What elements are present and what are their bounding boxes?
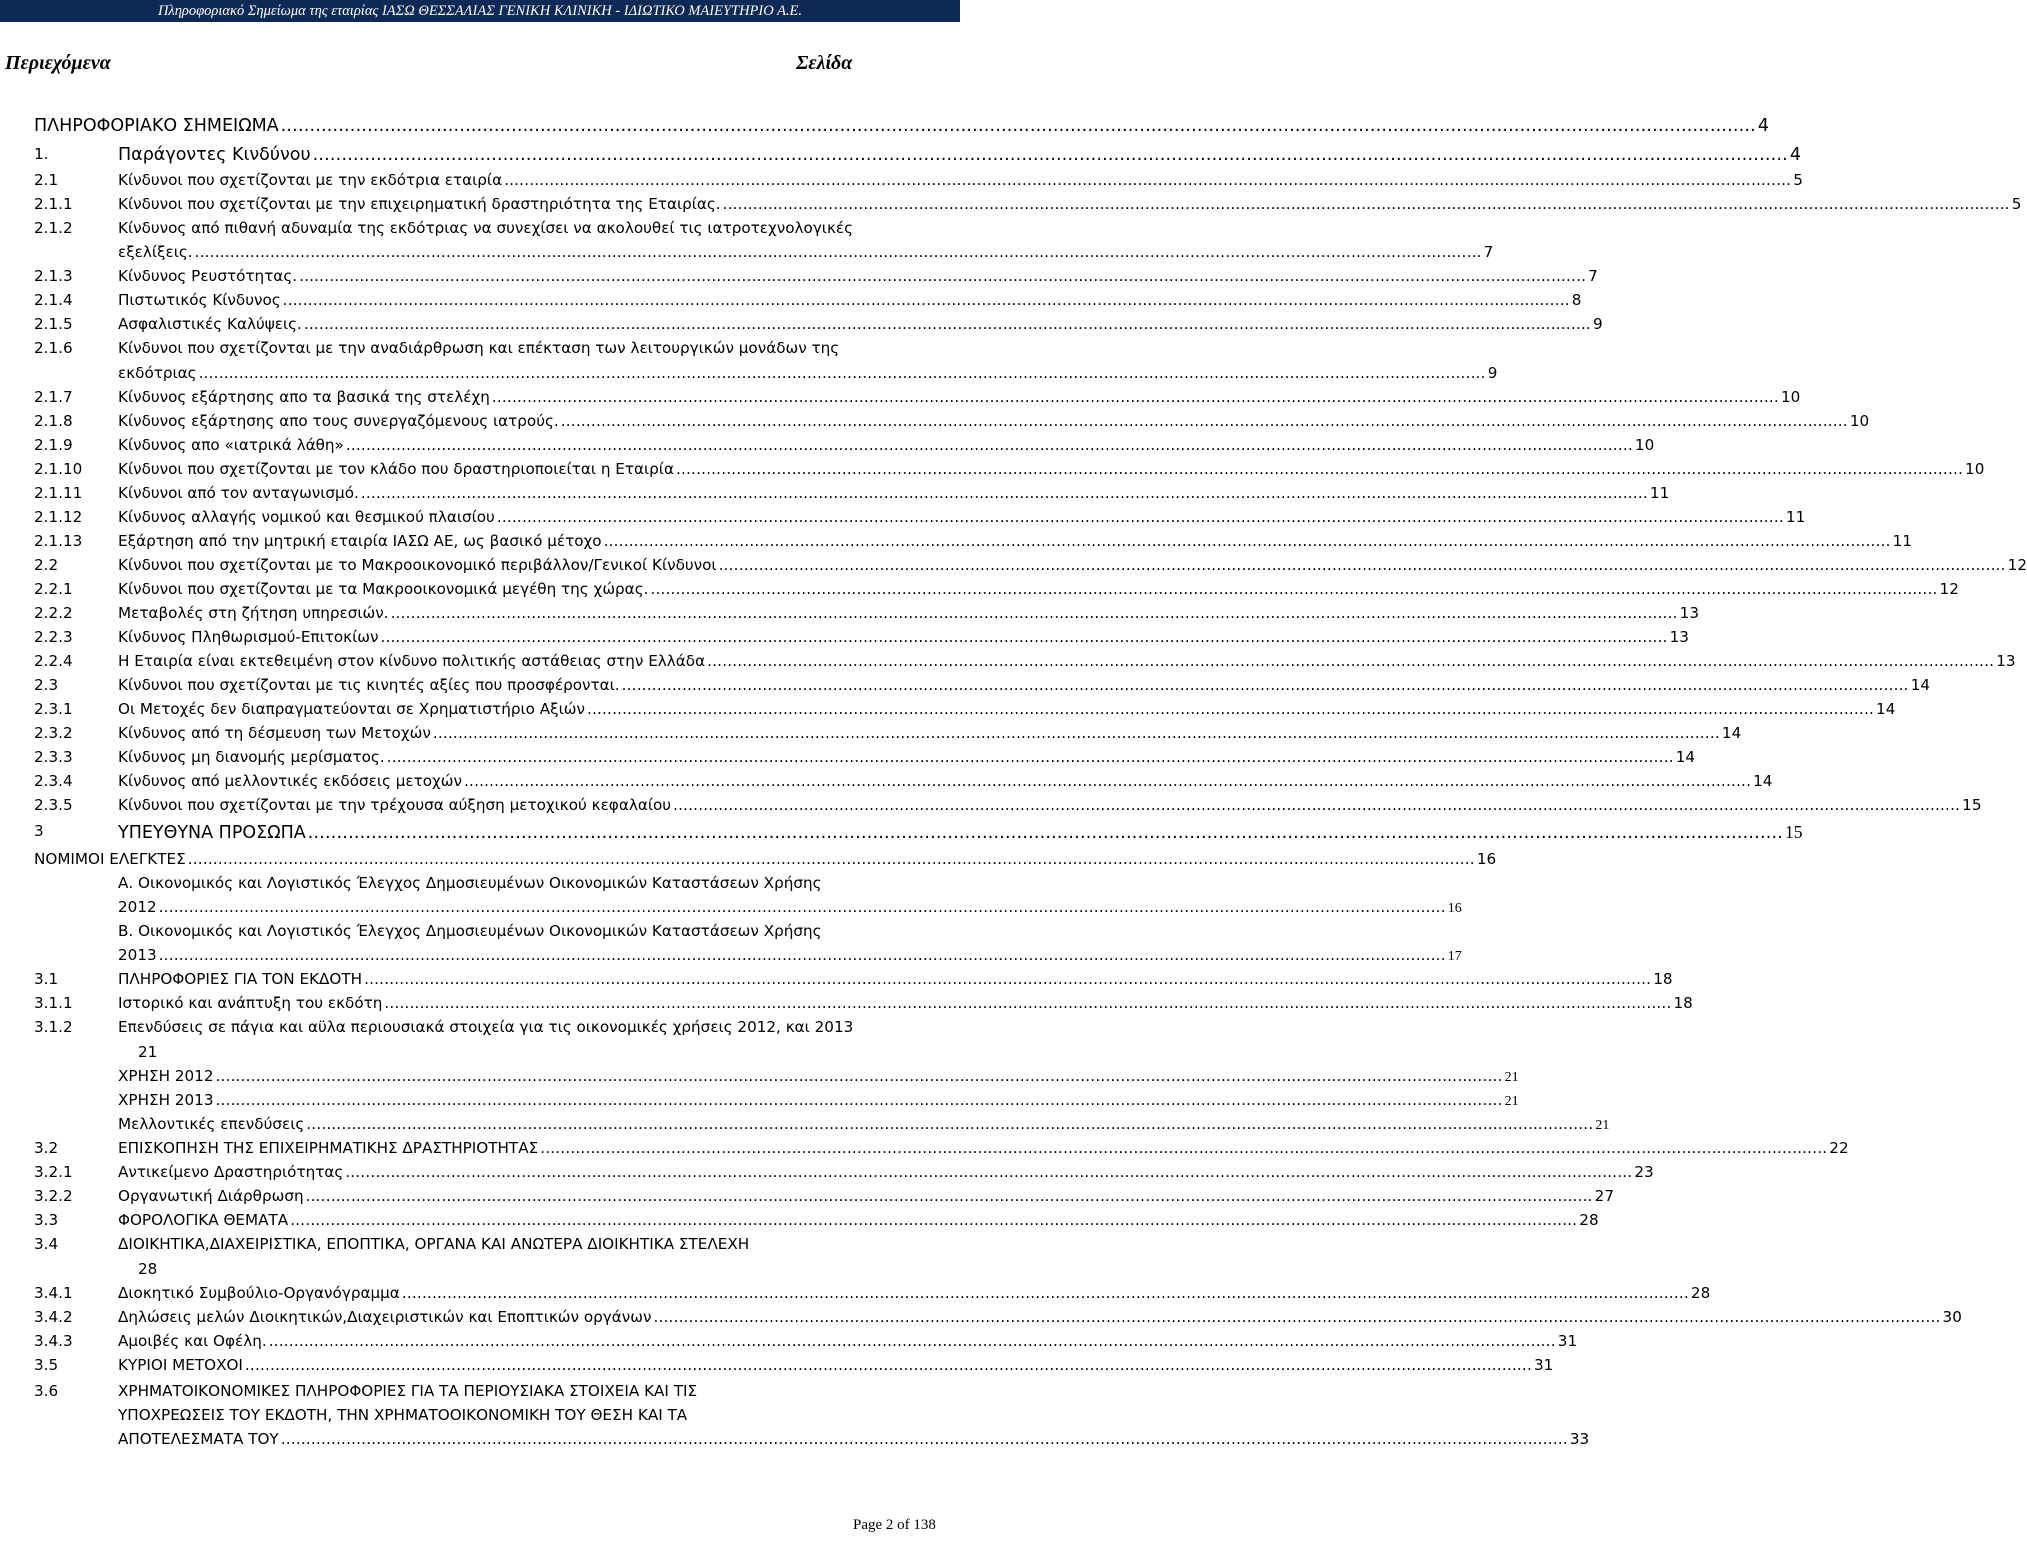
toc-entry-title: Κίνδυνος αλλαγής νομικού και θεσμικού πλαισίου bbox=[118, 508, 495, 526]
toc-entry-number: 3.2 bbox=[34, 1139, 59, 1157]
toc-entry-page: 5 bbox=[2011, 195, 2022, 213]
toc-entry-page: 10 bbox=[1780, 388, 1801, 406]
toc-entry-title: Κίνδυνος εξάρτησης απο τα βασικά της στελέχη bbox=[118, 388, 490, 406]
dot-leader bbox=[604, 532, 1891, 550]
toc-entry-title[interactable]: Κίνδυνοι που σχετίζονται με την αναδιάρθρωση και επέκταση των λειτουργικών μονάδων της bbox=[118, 339, 840, 357]
toc-entry-number: 3.1.2 bbox=[34, 1018, 73, 1036]
toc-entry-page: 13 bbox=[1669, 628, 1689, 646]
toc-entry[interactable] bbox=[118, 291, 1582, 309]
toc-entry-number: 3.2.2 bbox=[34, 1187, 73, 1205]
toc-entry-title: Κίνδυνος από τη δέσμευση των Μετοχών bbox=[118, 724, 431, 742]
toc-entry-number: 3 bbox=[34, 822, 44, 840]
toc-entry-title: ΕΠΙΣΚΟΠΗΣΗ ΤΗΣ ΕΠΙΧΕΙΡΗΜΑΤΙΚΗΣ ΔΡΑΣΤΗΡΙΟΤΗΤΑΣ bbox=[118, 1139, 539, 1157]
document-header: Πληροφοριακό Σημείωμα της εταιρίας ΙΑΣΩ ΘΕΣΣΑΛΙΑΣ ΓΕΝΙΚΗ ΚΛΙΝΙΚΗ - ΙΔΙΩΤΙΚΟ ΜΑΙΕΥΤΗΡΙΟ Α.Ε. bbox=[0, 0, 960, 22]
toc-entry-title: Κίνδυνοι που σχετίζονται με το Μακροοικονομικό περιβάλλον/Γενικοί Κίνδυνοι bbox=[118, 556, 717, 574]
toc-entry-number: 3.4 bbox=[34, 1235, 59, 1253]
toc-entry-title[interactable]: ΔΙΟΙΚΗΤΙΚΑ,ΔΙΑΧΕΙΡΙΣΤΙΚΑ, ΕΠΟΠΤΙΚΑ, ΟΡΓΑΝΑ ΚΑΙ ΑΝΩΤΕΡΑ ΔΙΟΙΚΗΤΙΚΑ ΣΤΕΛΕΧΗ bbox=[118, 1235, 750, 1253]
toc-entry[interactable] bbox=[118, 1139, 1849, 1157]
dot-leader bbox=[306, 1187, 1593, 1205]
toc-entry-page: 12 bbox=[1939, 580, 1959, 598]
toc-entry-title[interactable]: Β. Οικονομικός και Λογιστικός Έλεγχος Δημοσιευμένων Οικονομικών Καταστάσεων Χρήσης bbox=[118, 922, 822, 940]
toc-entry-title: Κίνδυνοι που σχετίζονται με την επιχειρηματική δραστηριότητα της Εταιρίας. bbox=[118, 195, 721, 213]
toc-entry-page: 11 bbox=[1892, 532, 1912, 550]
toc-entry-page: 9 bbox=[1592, 315, 1603, 333]
toc-entry-page: 8 bbox=[1571, 291, 1582, 309]
toc-entry[interactable] bbox=[118, 145, 1802, 165]
toc-entry-page: 10 bbox=[1849, 412, 1870, 430]
toc-entry-title: ΦΟΡΟΛΟΓΙΚΑ ΘΕΜΑΤΑ bbox=[118, 1211, 289, 1229]
toc-entry[interactable] bbox=[118, 1067, 1519, 1086]
toc-entry-number: 2.2.2 bbox=[34, 604, 73, 622]
toc-entry[interactable] bbox=[118, 171, 1803, 189]
toc-entry-page: 31 bbox=[1534, 1356, 1554, 1374]
toc-entry-number: 2.1.3 bbox=[34, 267, 73, 285]
dot-leader bbox=[402, 1284, 1689, 1302]
toc-entry-continuation[interactable] bbox=[118, 364, 1498, 382]
toc-entry-number: 2.3.1 bbox=[34, 700, 73, 718]
toc-entry-title: ΝΟΜΙΜΟΙ ΕΛΕΓΚΤΕΣ bbox=[34, 850, 186, 868]
toc-entry-title-cont[interactable]: 28 bbox=[138, 1260, 158, 1278]
toc-entry[interactable] bbox=[118, 1308, 1962, 1326]
toc-entry-page: 30 bbox=[1942, 1308, 1962, 1326]
dot-leader bbox=[188, 850, 1475, 868]
toc-entry-title: ΧΡΗΣΗ 2012 bbox=[118, 1067, 214, 1085]
toc-entry-number: 2.3.4 bbox=[34, 772, 73, 790]
dot-leader bbox=[304, 315, 1591, 333]
toc-entry[interactable] bbox=[118, 412, 1870, 430]
toc-entry-page: 11 bbox=[1649, 484, 1670, 502]
dot-leader bbox=[387, 748, 1674, 766]
dot-leader bbox=[384, 994, 1671, 1012]
toc-entry-page: 31 bbox=[1557, 1332, 1578, 1350]
dot-leader bbox=[364, 970, 1651, 988]
dot-leader bbox=[346, 436, 1633, 454]
dot-leader bbox=[281, 116, 1756, 136]
toc-entry-title: Παράγοντες Κινδύνου bbox=[118, 145, 311, 165]
toc-entry-title: Κίνδυνοι από τον ανταγωνισμό. bbox=[118, 484, 359, 502]
toc-entry-page: 27 bbox=[1594, 1187, 1614, 1205]
toc-entry-number: 2.3.2 bbox=[34, 724, 73, 742]
dot-leader bbox=[561, 412, 1848, 430]
dot-leader bbox=[380, 628, 1667, 646]
toc-entry[interactable] bbox=[118, 267, 1598, 285]
toc-entry-page: 16 bbox=[1447, 901, 1462, 916]
toc-entry-number: 3.4.2 bbox=[34, 1308, 73, 1326]
dot-leader bbox=[269, 1332, 1556, 1350]
toc-entry-number: 3.3 bbox=[34, 1211, 59, 1229]
toc-entry-title: Κίνδυνοι που σχετίζονται με την εκδότρια εταιρία bbox=[118, 171, 503, 189]
toc-entry-page: 15 bbox=[1962, 796, 1982, 814]
toc-entry[interactable] bbox=[118, 195, 2022, 213]
toc-entry-number: 2.1.7 bbox=[34, 388, 73, 406]
toc-entry-title[interactable]: ΧΡΗΜΑΤΟΙΚΟΝΟΜΙΚΕΣ ΠΛΗΡΟΦΟΡΙΕΣ ΓΙΑ ΤΑ ΠΕΡΙΟΥΣΙΑΚΑ ΣΤΟΙΧΕΙΑ ΚΑΙ ΤΙΣ bbox=[118, 1382, 698, 1400]
toc-entry[interactable] bbox=[118, 748, 1696, 766]
toc-entry[interactable] bbox=[118, 1187, 1614, 1205]
toc-entry-page: 14 bbox=[1721, 724, 1742, 742]
dot-leader bbox=[653, 1308, 1940, 1326]
toc-entry-number: 2.1.13 bbox=[34, 532, 83, 550]
toc-entry-continuation[interactable] bbox=[118, 946, 1462, 965]
toc-entry-title: Κίνδυνος Πληθωρισμού-Επιτοκίων bbox=[118, 628, 379, 646]
toc-entry-page: 15 bbox=[1785, 822, 1803, 842]
toc-entry-title: Μελλοντικές επενδύσεις bbox=[118, 1115, 305, 1133]
toc-entry-page: 28 bbox=[1579, 1211, 1599, 1229]
toc-entry-page: 22 bbox=[1829, 1139, 1849, 1157]
toc-entry[interactable] bbox=[118, 1115, 1610, 1134]
toc-entry[interactable] bbox=[118, 970, 1673, 988]
toc-entry[interactable] bbox=[118, 1356, 1554, 1374]
toc-entry[interactable] bbox=[118, 580, 1959, 598]
dot-leader bbox=[159, 898, 1446, 916]
toc-entry-page: 18 bbox=[1673, 994, 1693, 1012]
toc-entry-title: Κίνδυνος απο «ιατρικά λάθη» bbox=[118, 436, 344, 454]
toc-entry-number: 2.1.11 bbox=[34, 484, 83, 502]
toc-entry-title-cont: ΑΠΟΤΕΛΕΣΜΑΤΑ ΤΟΥ bbox=[118, 1430, 279, 1448]
toc-entry-title: Οι Μετοχές δεν διαπραγματεύονται σε Χρηματιστήριο Αξιών bbox=[118, 700, 585, 718]
toc-entry[interactable] bbox=[118, 652, 2016, 670]
toc-entry-title: Ασφαλιστικές Καλύψεις. bbox=[118, 315, 302, 333]
toc-entry-title: Κίνδυνοι που σχετίζονται με την τρέχουσα αύξηση μετοχικού κεφαλαίου bbox=[118, 796, 672, 814]
toc-entry-number: 2.2.1 bbox=[34, 580, 73, 598]
toc-entry-page: 14 bbox=[1753, 772, 1773, 790]
toc-entry-page: 10 bbox=[1965, 460, 1985, 478]
toc-entry[interactable] bbox=[118, 724, 1742, 742]
dot-leader bbox=[676, 460, 1963, 478]
toc-entry-number: 3.4.1 bbox=[34, 1284, 73, 1302]
toc-entry-title[interactable]: Επενδύσεις σε πάγια και αϋλα περιουσιακά στοιχεία για τις οικονομικές χρήσεις 2012, και 2013 bbox=[118, 1018, 854, 1036]
toc-entry[interactable] bbox=[118, 700, 1896, 718]
dot-leader bbox=[433, 724, 1720, 742]
toc-entry-title-cont[interactable]: 21 bbox=[138, 1043, 158, 1061]
toc-entry-page: 11 bbox=[1785, 508, 1806, 526]
dot-leader bbox=[308, 823, 1783, 843]
toc-entry[interactable] bbox=[118, 628, 1689, 646]
toc-entry[interactable] bbox=[34, 116, 1770, 136]
dot-leader bbox=[199, 364, 1486, 382]
toc-entry[interactable] bbox=[118, 604, 1699, 622]
toc-entry-number: 2.3.3 bbox=[34, 748, 73, 766]
toc-entry-number: 2.1.12 bbox=[34, 508, 83, 526]
toc-entry-title-cont[interactable]: ΥΠΟΧΡΕΩΣΕΙΣ ΤΟΥ ΕΚΔΟΤΗ, ΤΗΝ ΧΡΗΜΑΤΟΟΙΚΟΝΟΜΙΚΗ ΤΟΥ ΘΕΣΗ ΚΑΙ ΤΑ bbox=[118, 1406, 688, 1424]
toc-entry[interactable] bbox=[118, 1332, 1578, 1350]
toc-entry-title: Κίνδυνοι που σχετίζονται με τον κλάδο που δραστηριοποιείται η Εταιρία bbox=[118, 460, 674, 478]
dot-leader bbox=[195, 243, 1482, 261]
toc-entry-page: 17 bbox=[1447, 949, 1462, 964]
dot-leader bbox=[215, 1091, 1502, 1109]
toc-entry-page: 12 bbox=[2007, 556, 2027, 574]
toc-entry-page: 9 bbox=[1487, 364, 1498, 382]
toc-entry-number: 3.1.1 bbox=[34, 994, 73, 1012]
dot-leader bbox=[299, 267, 1586, 285]
toc-entry-number: 2.1.6 bbox=[34, 339, 73, 357]
toc-entry[interactable] bbox=[118, 484, 1670, 502]
toc-entry-page: 14 bbox=[1910, 676, 1931, 694]
dot-leader bbox=[361, 484, 1648, 502]
toc-entry-title: Διοκητικό Συμβούλιο-Οργανόγραμμα bbox=[118, 1284, 400, 1302]
toc-entry-title: Κίνδυνος εξάρτησης απο τους συνεργαζόμενους ιατρούς. bbox=[118, 412, 559, 430]
toc-entry-title: Οργανωτική Διάρθρωση bbox=[118, 1187, 304, 1205]
toc-entry-number: 2.2.4 bbox=[34, 652, 73, 670]
toc-entry-number: 2.3.5 bbox=[34, 796, 73, 814]
toc-entry[interactable] bbox=[118, 822, 1803, 843]
dot-leader bbox=[313, 145, 1788, 165]
toc-entry-page: 7 bbox=[1483, 243, 1494, 261]
dot-leader bbox=[283, 291, 1570, 309]
toc-entry-title[interactable]: Κίνδυνος από πιθανή αδυναμία της εκδότριας να συνεχίσει να ακολουθεί τις ιατροτεχνολογικές bbox=[118, 219, 854, 237]
dot-leader bbox=[492, 388, 1779, 406]
toc-entry-page: 7 bbox=[1588, 267, 1598, 285]
toc-entry-title: Η Εταιρία είναι εκτεθειμένη στον κίνδυνο πολιτικής αστάθειας στην Ελλάδα bbox=[118, 652, 706, 670]
dot-leader bbox=[673, 796, 1960, 814]
toc-entry-title-cont: εξελίξεις. bbox=[118, 243, 193, 261]
dot-leader bbox=[215, 1067, 1502, 1085]
toc-entry[interactable] bbox=[118, 532, 1912, 550]
toc-entry[interactable] bbox=[118, 508, 1806, 526]
toc-entry-page: 21 bbox=[1504, 1094, 1519, 1109]
toc-entry-number: 2.1.2 bbox=[34, 219, 73, 237]
toc-entry[interactable] bbox=[118, 1284, 1711, 1302]
toc-entry-number: 3.4.3 bbox=[34, 1332, 73, 1350]
toc-entry-page: 16 bbox=[1476, 850, 1497, 868]
toc-entry-page: 21 bbox=[1595, 1118, 1610, 1133]
toc-entry[interactable] bbox=[118, 1091, 1519, 1110]
toc-entry[interactable] bbox=[118, 436, 1655, 454]
toc-entry-page: 5 bbox=[1793, 171, 1803, 189]
toc-entry-number: 2.1.1 bbox=[34, 195, 73, 213]
toc-entry-title: ΠΛΗΡΟΦΟΡΙΑΚΟ ΣΗΜΕΙΩΜΑ bbox=[34, 116, 279, 136]
toc-entry-number: 2.1.9 bbox=[34, 436, 73, 454]
toc-entry-page: 14 bbox=[1876, 700, 1896, 718]
toc-entry-number: 2.1.5 bbox=[34, 315, 73, 333]
toc-entry-continuation[interactable] bbox=[118, 898, 1462, 917]
dot-leader bbox=[306, 1115, 1593, 1133]
toc-entry-page: 23 bbox=[1634, 1163, 1654, 1181]
toc-entry-title: Κίνδυνος Ρευστότητας. bbox=[118, 267, 298, 285]
toc-entry-title: ΠΛΗΡΟΦΟΡΙΕΣ ΓΙΑ ΤΟΝ ΕΚΔΟΤΗ bbox=[118, 970, 363, 988]
toc-entry-title: Κίνδυνοι που σχετίζονται με τις κινητές αξίες που προσφέρονται. bbox=[118, 676, 620, 694]
toc-entry[interactable] bbox=[118, 994, 1693, 1012]
toc-entry[interactable] bbox=[118, 1211, 1599, 1229]
toc-entry-page: 33 bbox=[1569, 1430, 1590, 1448]
toc-entry-page: 21 bbox=[1504, 1070, 1519, 1085]
page-number-footer: Page 2 of 138 bbox=[853, 1517, 936, 1533]
dot-leader bbox=[464, 772, 1751, 790]
toc-entry[interactable] bbox=[118, 772, 1773, 790]
toc-entry[interactable] bbox=[118, 460, 1985, 478]
toc-entry-title: Μεταβολές στη ζήτηση υπηρεσιών. bbox=[118, 604, 389, 622]
toc-entry-title: ΥΠΕΥΘΥΝΑ ΠΡΟΣΩΠΑ bbox=[118, 823, 306, 843]
toc-entry-title: ΧΡΗΣΗ 2013 bbox=[118, 1091, 214, 1109]
toc-entry-number: 2.1.4 bbox=[34, 291, 73, 309]
dot-leader bbox=[281, 1430, 1568, 1448]
toc-entry-title: Πιστωτικός Κίνδυνος bbox=[118, 291, 281, 309]
toc-entry-number: 1. bbox=[34, 145, 49, 163]
toc-entry-title: Ιστορικό και ανάπτυξη του εκδότη bbox=[118, 994, 383, 1012]
dot-leader bbox=[540, 1139, 1827, 1157]
contents-heading: Περιεχόμενα bbox=[5, 52, 111, 74]
dot-leader bbox=[391, 604, 1678, 622]
toc-entry-number: 3.5 bbox=[34, 1356, 59, 1374]
toc-entry[interactable] bbox=[118, 388, 1801, 406]
toc-entry-title-cont: εκδότριας bbox=[118, 364, 197, 382]
dot-leader bbox=[345, 1163, 1632, 1181]
toc-entry[interactable] bbox=[34, 850, 1497, 868]
toc-entry-number: 2.2 bbox=[34, 556, 59, 574]
toc-entry[interactable] bbox=[118, 315, 1603, 333]
dot-leader bbox=[622, 676, 1909, 694]
toc-entry-page: 4 bbox=[1757, 116, 1770, 136]
dot-leader bbox=[504, 171, 1791, 189]
toc-entry-title: ΚΥΡΙΟΙ ΜΕΤΟΧΟΙ bbox=[118, 1356, 243, 1374]
toc-entry-number: 3.6 bbox=[34, 1382, 59, 1400]
toc-entry[interactable] bbox=[118, 556, 2027, 574]
toc-entry-continuation[interactable] bbox=[118, 243, 1494, 261]
toc-entry-page: 4 bbox=[1789, 145, 1802, 165]
dot-leader bbox=[497, 508, 1784, 526]
toc-entry-page: 14 bbox=[1675, 748, 1696, 766]
toc-entry-title: Αμοιβές και Οφέλη. bbox=[118, 1332, 267, 1350]
toc-entry-title: Κίνδυνος από μελλοντικές εκδόσεις μετοχών bbox=[118, 772, 463, 790]
toc-entry-title: Εξάρτηση από την μητρική εταιρία ΙΑΣΩ ΑΕ, ως βασικό μέτοχο bbox=[118, 532, 602, 550]
toc-entry-number: 2.1.10 bbox=[34, 460, 83, 478]
dot-leader bbox=[159, 946, 1446, 964]
toc-entry-title: Κίνδυνος μη διανομής μερίσματος. bbox=[118, 748, 385, 766]
toc-entry-page: 13 bbox=[1679, 604, 1699, 622]
toc-entry-page: 10 bbox=[1634, 436, 1655, 454]
dot-leader bbox=[650, 580, 1937, 598]
page-column-heading: Σελίδα bbox=[796, 52, 853, 74]
dot-leader bbox=[245, 1356, 1532, 1374]
dot-leader bbox=[290, 1211, 1577, 1229]
toc-entry-number: 3.2.1 bbox=[34, 1163, 73, 1181]
dot-leader bbox=[719, 556, 2006, 574]
toc-entry-number: 2.3 bbox=[34, 676, 59, 694]
dot-leader bbox=[587, 700, 1874, 718]
toc-entry-number: 3.1 bbox=[34, 970, 59, 988]
toc-entry-continuation[interactable] bbox=[118, 1430, 1590, 1448]
toc-entry[interactable] bbox=[118, 796, 1982, 814]
toc-entry[interactable] bbox=[118, 1163, 1654, 1181]
toc-entry-title-cont: 2012 bbox=[118, 898, 157, 916]
toc-entry-title: Αντικείμενο Δραστηριότητας bbox=[118, 1163, 344, 1181]
toc-entry-number: 2.1 bbox=[34, 171, 59, 189]
toc-entry-title-cont: 2013 bbox=[118, 946, 157, 964]
toc-entry-page: 28 bbox=[1690, 1284, 1711, 1302]
toc-entry-number: 2.1.8 bbox=[34, 412, 73, 430]
toc-entry[interactable] bbox=[118, 676, 1931, 694]
toc-entry-title: Κίνδυνοι που σχετίζονται με τα Μακροοικονομικά μεγέθη της χώρας. bbox=[118, 580, 649, 598]
toc-entry-page: 13 bbox=[1996, 652, 2016, 670]
toc-entry-title: Δηλώσεις μελών Διοικητικών,Διαχειριστικών και Εποπτικών οργάνων bbox=[118, 1308, 652, 1326]
toc-entry-page: 18 bbox=[1653, 970, 1673, 988]
toc-entry-number: 2.2.3 bbox=[34, 628, 73, 646]
toc-entry-title[interactable]: Α. Οικονομικός και Λογιστικός Έλεγχος Δημοσιευμένων Οικονομικών Καταστάσεων Χρήσης bbox=[118, 874, 822, 892]
dot-leader bbox=[723, 195, 2010, 213]
dot-leader bbox=[707, 652, 1994, 670]
